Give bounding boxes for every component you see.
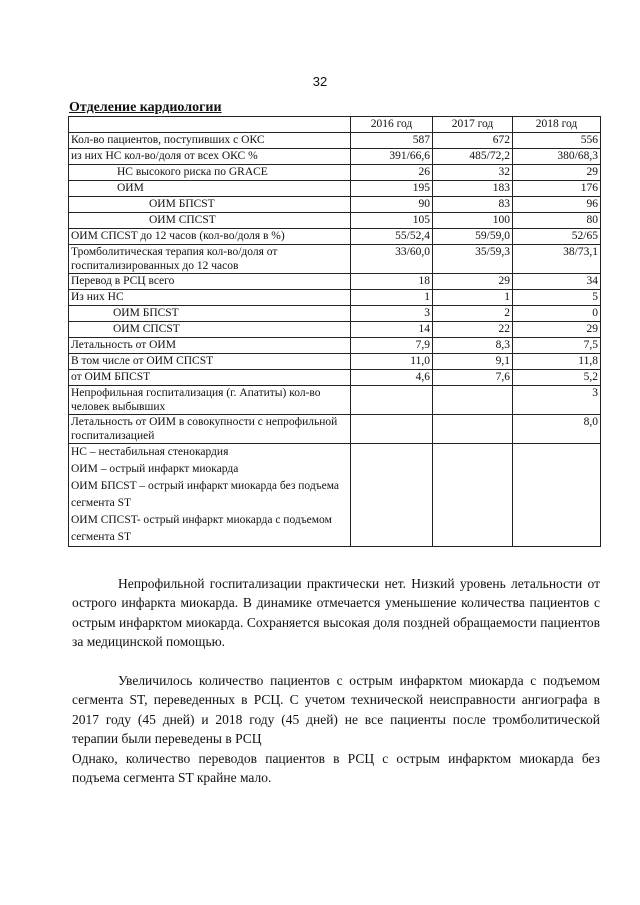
table-row	[69, 213, 601, 229]
cell-empty	[433, 444, 513, 547]
cell-value: 14	[351, 322, 433, 338]
cell-value: 90	[351, 197, 433, 213]
table-row	[69, 197, 601, 213]
legend-line: ОИМ БПСST – острый инфаркт миокарда без подъема сегмента ST	[71, 480, 340, 509]
table-header-row	[69, 117, 601, 133]
cell-value: 33/60,0	[351, 245, 433, 274]
paragraph: Однако, количество переводов пациентов в РСЦ с острым инфарктом миокарда без подъема сегмента ST крайне мало.	[72, 751, 600, 786]
row-label: Тромболитическая терапия кол-во/доля от госпитализированных до 12 часов	[69, 245, 351, 274]
cell-value: 380/68,3	[513, 149, 601, 165]
paragraph: Непрофильной госпитализации практически нет. Низкий уровень летальности от острого инфаркта миокарда. В динамике отмечается уменьшение количества пациентов с острым инфарктом миокарда. Сохраняется высокая доля поздней обращаемости пациентов за медицинской помощью.	[72, 576, 600, 650]
table-row	[69, 322, 601, 338]
cell-value	[433, 415, 513, 444]
row-label: из них НС кол-во/доля от всех ОКС %	[69, 149, 351, 165]
cell-value: 1	[433, 290, 513, 306]
row-label: Летальность от ОИМ в совокупности с непрофильной госпитализацией	[69, 415, 351, 444]
cell-value: 83	[433, 197, 513, 213]
table-header-empty	[69, 117, 351, 133]
cell-value: 11,8	[513, 354, 601, 370]
row-label: ОИМ СПСST до 12 часов (кол-во/доля в %)	[69, 229, 351, 245]
cell-value: 1	[351, 290, 433, 306]
cell-value: 105	[351, 213, 433, 229]
table-row	[69, 415, 601, 444]
row-label: ОИМ	[69, 181, 351, 197]
cell-value: 4,6	[351, 370, 433, 386]
row-label: НС высокого риска по GRACE	[69, 165, 351, 181]
cell-value: 672	[433, 133, 513, 149]
cell-value: 3	[513, 386, 601, 415]
table-row	[69, 338, 601, 354]
cell-value: 11,0	[351, 354, 433, 370]
cell-value: 80	[513, 213, 601, 229]
cell-value: 183	[433, 181, 513, 197]
cell-value: 26	[351, 165, 433, 181]
cell-value: 391/66,6	[351, 149, 433, 165]
cell-value: 7,9	[351, 338, 433, 354]
legend-line: НС – нестабильная стенокардия	[71, 446, 229, 458]
cell-value: 0	[513, 306, 601, 322]
cell-value: 55/52,4	[351, 229, 433, 245]
row-label: Летальность от ОИМ	[69, 338, 351, 354]
cell-value: 34	[513, 274, 601, 290]
cell-value: 22	[433, 322, 513, 338]
table-row	[69, 290, 601, 306]
cell-value: 35/59,3	[433, 245, 513, 274]
cell-value	[351, 386, 433, 415]
cell-value: 52/65	[513, 229, 601, 245]
row-label: ОИМ БПСST	[69, 306, 351, 322]
table-row	[69, 165, 601, 181]
legend-line: ОИМ – острый инфаркт миокарда	[71, 463, 239, 475]
section-title: Отделение кардиологии	[69, 100, 222, 115]
cell-value: 7,5	[513, 338, 601, 354]
table-header-year: 2017 год	[433, 117, 513, 133]
table-row	[69, 149, 601, 165]
cell-value: 5	[513, 290, 601, 306]
cell-value: 59/59,0	[433, 229, 513, 245]
table-legend-row	[69, 444, 601, 547]
table-row	[69, 229, 601, 245]
legend-cell	[69, 444, 351, 547]
table-header-year: 2018 год	[513, 117, 601, 133]
cell-value: 100	[433, 213, 513, 229]
cell-value: 7,6	[433, 370, 513, 386]
cell-value	[351, 415, 433, 444]
cardiology-stats-table	[68, 116, 601, 547]
table-row	[69, 245, 601, 274]
table-row	[69, 181, 601, 197]
cell-value: 5,2	[513, 370, 601, 386]
row-label: Кол-во пациентов, поступивших с ОКС	[69, 133, 351, 149]
cell-value: 9,1	[433, 354, 513, 370]
cell-value: 556	[513, 133, 601, 149]
row-label: Перевод в РСЦ всего	[69, 274, 351, 290]
cell-value: 18	[351, 274, 433, 290]
cell-value: 3	[351, 306, 433, 322]
cell-value: 195	[351, 181, 433, 197]
table-row	[69, 370, 601, 386]
cell-empty	[351, 444, 433, 547]
row-label: ОИМ СПСST	[69, 322, 351, 338]
table-row	[69, 306, 601, 322]
paragraph: Увеличилось количество пациентов с острым инфарктом миокарда с подъемом сегмента ST, переведенных в РСЦ. С учетом технической неисправности ангиографа в 2017 году (45 дней) и 2018 году (45 дней) не все пациенты после тромболитической терапии были переведены в РСЦ	[72, 673, 600, 747]
legend-line: ОИМ СПСST- острый инфаркт миокарда с подъемом сегмента ST	[71, 514, 332, 543]
cell-value	[433, 386, 513, 415]
row-label: Непрофильная госпитализация (г. Апатиты) кол-во человек выбывших	[69, 386, 351, 415]
cell-value: 8,3	[433, 338, 513, 354]
cell-value: 96	[513, 197, 601, 213]
cell-value: 38/73,1	[513, 245, 601, 274]
row-label: от ОИМ БПСST	[69, 370, 351, 386]
row-label: В том числе от ОИМ СПСST	[69, 354, 351, 370]
row-label: ОИМ БПСST	[69, 197, 351, 213]
table-row	[69, 133, 601, 149]
cell-value: 29	[513, 322, 601, 338]
cell-value: 176	[513, 181, 601, 197]
cell-value: 32	[433, 165, 513, 181]
page-number: 32	[312, 74, 328, 89]
cell-value: 29	[433, 274, 513, 290]
cell-value: 8,0	[513, 415, 601, 444]
cell-value: 2	[433, 306, 513, 322]
cell-value: 485/72,2	[433, 149, 513, 165]
table-row	[69, 386, 601, 415]
row-label: ОИМ СПСST	[69, 213, 351, 229]
cell-empty	[513, 444, 601, 547]
cell-value: 29	[513, 165, 601, 181]
row-label: Из них НС	[69, 290, 351, 306]
table-row	[69, 274, 601, 290]
cell-value: 587	[351, 133, 433, 149]
table-row	[69, 354, 601, 370]
table-header-year: 2016 год	[351, 117, 433, 133]
